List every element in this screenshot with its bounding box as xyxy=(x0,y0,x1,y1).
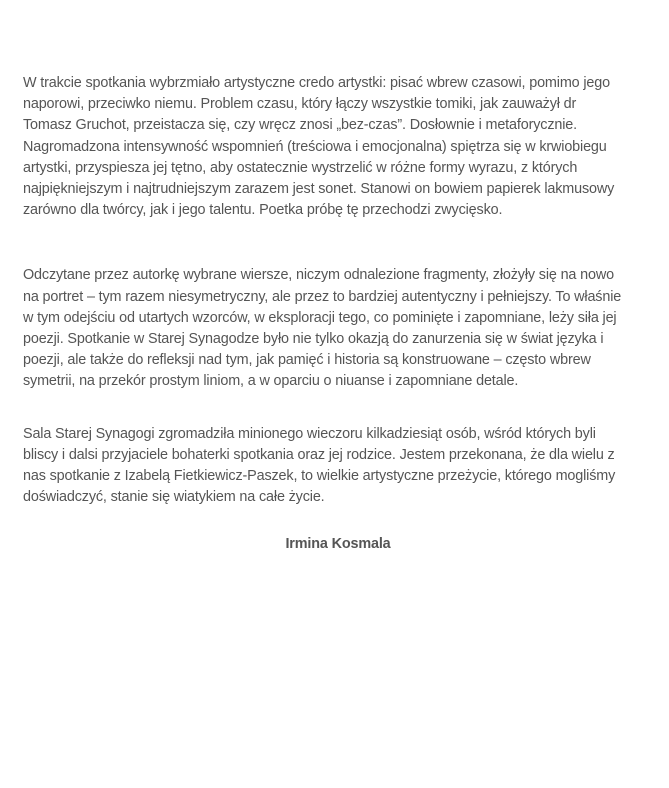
author-signature: Irmina Kosmala xyxy=(285,536,391,553)
text-line: W trakcie spotkania wybrzmiało artystyczne credo artystki: pisać wbrew czasowi, pomimo jego xyxy=(23,75,610,91)
text-line: doświadczyć, stanie się wiatykiem na całe życie. xyxy=(23,489,325,506)
text-line: bliscy i dalsi przyjaciele bohaterki spotkania oraz jej rodzice. Jestem przekonana, że dla wielu z xyxy=(23,446,615,463)
text-line: poezji. Spotkanie w Starej Synagodze było nie tylko okazją do zanurzenia się w świat języka i xyxy=(23,331,604,348)
text-line: na portret – tym razem niesymetryczny, ale przez to bardziej autentyczny i pełniejszy. To właśnie xyxy=(23,288,622,305)
text-line: nas spotkanie z Izabelą Fietkiewicz-Paszek, to wielkie artystyczne przeżycie, którego mogliśmy xyxy=(23,468,616,485)
text-line: Nagromadzona intensywność wspomnień (treściowa i emocjonalna) spiętrza się w krwiobiegu xyxy=(23,138,607,155)
text-line: naporowi, przeciwko niemu. Problem czasu, który łączy wszystkie tomiki, jak zauważył dr xyxy=(23,96,577,113)
paragraph-credo xyxy=(23,73,653,221)
text-line: najpiękniejszym i najtrudniejszym zarazem jest sonet. Stanowi on bowiem papierek lakmusowy xyxy=(23,181,615,198)
text-line: Sala Starej Synagogi zgromadziła minionego wieczoru kilkadziesiąt osób, wśród których byli xyxy=(23,425,596,442)
text-line: w tym odejściu od utartych wzorców, w eksploracji tego, co pominięte i zapomniane, leży siła jej xyxy=(23,309,617,326)
text-line: Odczytane przez autorkę wybrane wiersze, niczym odnalezione fragmenty, złożyły się na nowo xyxy=(23,267,614,284)
article-body xyxy=(23,73,653,552)
text-line: poezji, ale także do refleksji nad tym, jak pamięć i historia są konstruowane – często wbrew xyxy=(23,352,591,369)
paragraph-audience xyxy=(23,424,653,509)
text-line: artystki, przyspiesza jej tętno, aby ostatecznie wystrzelić w różne formy wyrazu, z których xyxy=(23,159,578,176)
text-line: symetrii, na przekór prostym liniom, a w oparciu o niuanse i zapomniane detale. xyxy=(23,373,519,390)
text-line: Tomasz Gruchot, przeistacza się, czy wręcz znosi „bez-czas”. Dosłownie i metaforycznie. xyxy=(23,117,577,134)
paragraph-portrait xyxy=(23,265,653,392)
text-line: zarówno dla twórcy, jak i jego talentu. Poetka próbę tę przechodzi zwycięsko. xyxy=(23,202,503,219)
